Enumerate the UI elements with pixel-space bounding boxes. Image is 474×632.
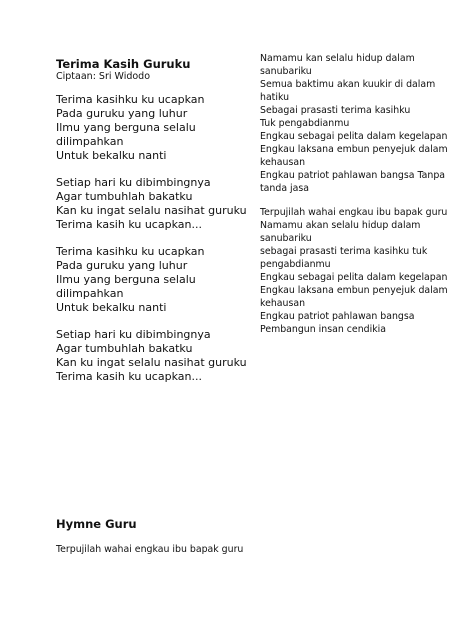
lyric-line: pengabdianmu [260, 259, 331, 270]
lyric-line: Engkau patriot pahlawan bangsa Tanpa [260, 170, 446, 181]
lyric-line: Agar tumbuhlah bakatku [56, 190, 193, 203]
song-hymne-guru [56, 517, 243, 556]
stanza [56, 93, 256, 163]
lyric-line: kehausan [260, 157, 306, 168]
stanza [260, 52, 460, 195]
lyric-line: dilimpahkan [56, 287, 124, 300]
lyric-line: sanubariku [260, 66, 312, 77]
lyric-line: Ilmu yang berguna selalu [56, 273, 196, 286]
song-credit: Ciptaan: Sri Widodo [56, 71, 151, 82]
lyric-line: Kan ku ingat selalu nasihat guruku [56, 204, 247, 217]
lyric-line: Engkau sebagai pelita dalam kegelapan [260, 272, 448, 283]
lyric-line: Pada guruku yang luhur [56, 107, 188, 120]
lyric-line: Terima kasihku ku ucapkan [56, 93, 205, 106]
lyric-line: Namamu kan selalu hidup dalam [260, 53, 415, 64]
stanza [56, 328, 256, 384]
lyric-line: Engkau sebagai pelita dalam kegelapan [260, 131, 448, 142]
lyric-line: Pembangun insan cendikia [260, 324, 386, 335]
lyric-line: Setiap hari ku dibimbingnya [56, 176, 211, 189]
hymne-title: Hymne Guru [56, 517, 137, 531]
lyric-line: Pada guruku yang luhur [56, 259, 188, 272]
lyric-line: Setiap hari ku dibimbingnya [56, 328, 211, 341]
lyric-line: sebagai prasasti terima kasihku tuk [260, 246, 428, 257]
song-title: Terima Kasih Guruku [56, 57, 191, 71]
stanza [56, 245, 256, 315]
lyric-line: Kan ku ingat selalu nasihat guruku [56, 356, 247, 369]
lyric-line: Terpujilah wahai engkau ibu bapak guru [260, 207, 448, 218]
lyric-line: dilimpahkan [56, 135, 124, 148]
stanza [260, 206, 460, 336]
hymne-first-line: Terpujilah wahai engkau ibu bapak guru [56, 544, 244, 555]
lyric-line: Terima kasih ku ucapkan... [56, 370, 202, 383]
lyrics-right [260, 52, 460, 336]
lyric-line: Engkau laksana embun penyejuk dalam [260, 144, 448, 155]
lyric-line: Tuk pengabdianmu [260, 118, 350, 129]
lyric-line: Terima kasihku ku ucapkan [56, 245, 205, 258]
lyric-line: Ilmu yang berguna selalu [56, 121, 196, 134]
song-terima-kasih-guruku [56, 57, 256, 397]
lyric-line: Engkau patriot pahlawan bangsa [260, 311, 415, 322]
lyric-line: tanda jasa [260, 183, 310, 194]
lyrics-left [56, 93, 256, 384]
stanza [56, 176, 256, 232]
lyric-line: Namamu akan selalu hidup dalam [260, 220, 421, 231]
lyric-line: Agar tumbuhlah bakatku [56, 342, 193, 355]
lyric-line: Terima kasih ku ucapkan... [56, 218, 202, 231]
lyric-line: Untuk bekalku nanti [56, 301, 167, 314]
lyric-line: hatiku [260, 92, 290, 103]
lyric-line: Engkau laksana embun penyejuk dalam [260, 285, 448, 296]
lyric-line: Semua baktimu akan kuukir di dalam [260, 79, 436, 90]
lyrics-right-column [260, 52, 460, 347]
lyric-line: sanubariku [260, 233, 312, 244]
lyric-line: Untuk bekalku nanti [56, 149, 167, 162]
lyric-line: kehausan [260, 298, 306, 309]
lyric-line: Sebagai prasasti terima kasihku [260, 105, 411, 116]
